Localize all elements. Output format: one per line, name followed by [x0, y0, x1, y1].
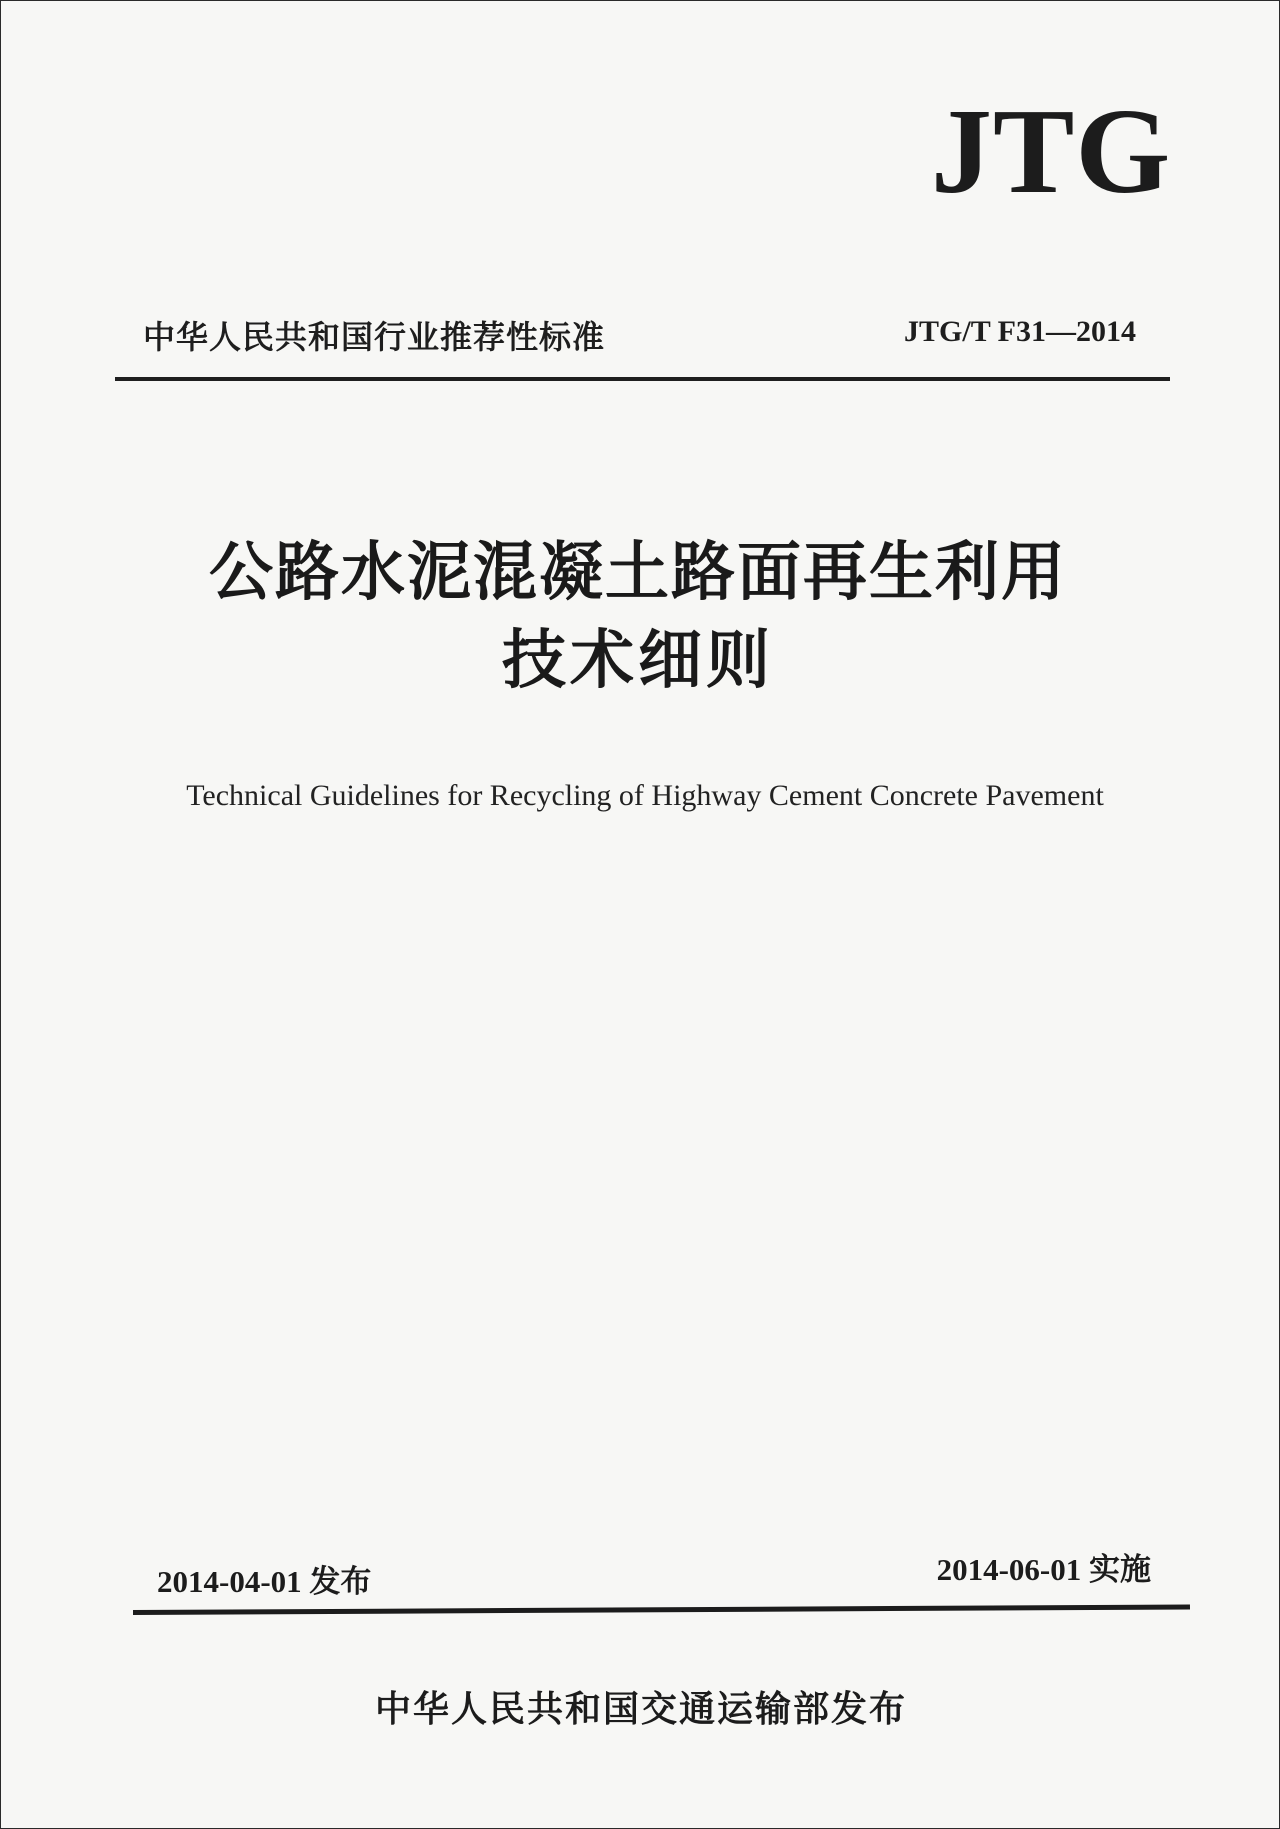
jtg-logo: JTG [931, 84, 1172, 219]
title-line-2: 技术细则 [502, 624, 774, 698]
standard-code: JTG/T F31—2014 [904, 315, 1136, 348]
issue-date: 2014-04-01 发布 [157, 1564, 372, 1599]
english-title: Technical Guidelines for Recycling of Highway Cement Concrete Pavement [186, 779, 1104, 812]
bottom-divider [133, 1604, 1190, 1615]
standard-category: 中华人民共和国行业推荐性标准 [143, 318, 606, 356]
publisher: 中华人民共和国交通运输部发布 [374, 1689, 907, 1730]
effective-date: 2014-06-01 实施 [936, 1552, 1151, 1587]
top-divider [115, 377, 1170, 381]
title-line-1: 公路水泥混凝土路面再生利用 [209, 536, 1067, 610]
